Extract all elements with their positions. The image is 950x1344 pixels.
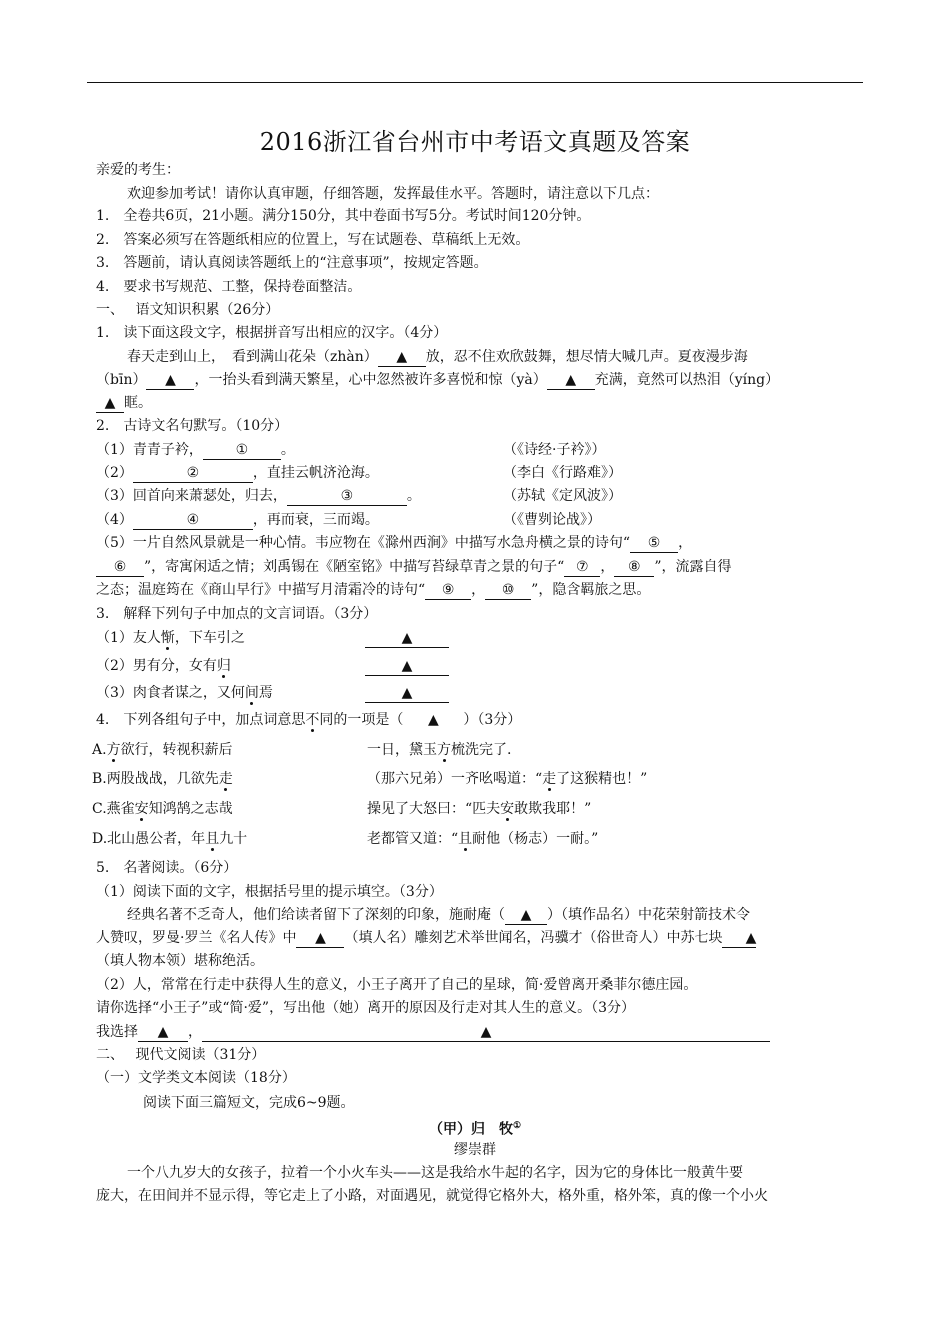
note-2: 2. 答案必须写在答题纸相应的位置上，写在试题卷、草稿纸上无效。 <box>96 232 530 248</box>
q5-stem: 5. 名著阅读。（6分） <box>96 860 238 876</box>
q2-source-4: （《曹刿论战》） <box>503 512 601 528</box>
answer-blank[interactable]: ③ <box>287 488 407 506</box>
q1-line-1: 春天走到山上， 看到满山花朵（zhàn） ▲ 放，忍不住欢欣鼓舞，想尽情大喊几声。夏夜漫步海 <box>127 349 748 365</box>
q2-item-1: （1）青青子衿， ① 。 <box>96 442 295 458</box>
article-author: 缪崇群 <box>454 1142 496 1158</box>
q5-answer-line: 我选择 ▲ ， ▲ <box>96 1022 770 1042</box>
welcome-text: 欢迎参加考试！请你认真审题，仔细答题，发挥最佳水平。答题时，请注意以下几点： <box>127 186 659 202</box>
q4-option-c: C.燕雀安知鸿鹄之志哉 <box>92 801 233 817</box>
answer-marker[interactable]: ▲ <box>427 712 439 728</box>
answer-blank[interactable]: ⑥ <box>96 559 144 577</box>
note-1: 1. 全卷共6页，21小题。满分150分，其中卷面书写5分。考试时间120分钟。 <box>96 208 591 224</box>
answer-blank[interactable]: ▲ <box>296 930 344 948</box>
q1-line-3: ▲ 眶。 <box>96 393 152 413</box>
q3-item-1: （1）友人惭，下车引之 <box>96 630 245 646</box>
q5-part-1: （1）阅读下面的文字，根据括号里的提示填空。（3分） <box>96 884 443 900</box>
answer-blank[interactable]: ▲ <box>202 1024 770 1042</box>
answer-blank[interactable]: ▲ <box>722 930 756 948</box>
q5-prompt: 请你选择“小王子”或“简·爱”，写出他（她）离开的原因及行走对其人生的意义。（3分） <box>96 1000 635 1016</box>
q3-item-3: （3）肉食者谋之，又何间焉 <box>96 685 273 701</box>
answer-blank[interactable]: ⑩ <box>485 582 531 600</box>
q2-item-5: （5）一片自然风景就是一种心情。韦应物在《滁州西涧》中描写水急舟横之景的诗句“ ⑤ ， <box>96 535 693 551</box>
answer-blank[interactable]: ▲ <box>138 1024 188 1042</box>
answer-blank[interactable]: ⑤ <box>630 535 678 553</box>
greeting: 亲爱的考生： <box>96 162 180 178</box>
answer-blank[interactable]: ▲ <box>146 372 194 390</box>
q4-option-b: B.两股战战，几欲先走 <box>92 771 233 787</box>
q5-line-2: 人赞叹，罗曼·罗兰《名人传》中 ▲ （填人名）雕刻艺术举世闻名，冯骥才（俗世奇人）中苏七块 ▲ <box>96 930 757 946</box>
q2-source-2: （李白《行路难》） <box>503 465 622 481</box>
q5-line-1: 经典名著不乏奇人，他们给读者留下了深刻的印象，施耐庵（ ▲ ）（填作品名）中花荣射箭技术令 <box>127 907 750 923</box>
q4-option-d-pair: 老都管又道：“且耐他（杨志）一耐。” <box>367 831 599 847</box>
q3-stem: 3. 解释下列句子中加点的文言词语。（3分） <box>96 606 378 622</box>
q2-item-4: （4） ④ ，再而衰，三而竭。 <box>96 512 379 528</box>
section-1-heading: 一、 语文知识积累（26分） <box>96 302 280 318</box>
q1-stem: 1. 读下面这段文字，根据拼音写出相应的汉字。（4分） <box>96 325 448 341</box>
q2-item-3: （3）回首向来萧瑟处，归去， ③ 。 <box>96 488 421 504</box>
q2-stem: 2. 古诗文名句默写。（10分） <box>96 418 289 434</box>
q5-line-3: （填人物本领）堪称绝活。 <box>96 953 264 969</box>
q2-item-2: （2） ② ，直挂云帆济沧海。 <box>96 465 379 481</box>
q2-item-5-end: 之态；温庭筠在《商山早行》中描写月清霜冷的诗句“ ⑨ ， ⑩ ”，隐含羁旅之思。 <box>96 582 651 598</box>
note-4: 4. 要求书写规范、工整，保持卷面整洁。 <box>96 279 362 295</box>
q4-option-b-pair: （那六兄弟）一齐吆喝道：“走了这猴精也！” <box>367 771 648 787</box>
answer-blank[interactable]: ▲ <box>378 349 426 367</box>
answer-blank[interactable]: ▲ <box>505 907 547 925</box>
answer-blank[interactable]: ▲ <box>547 372 595 390</box>
q3-item-2: （2）男有分，女有归 <box>96 658 231 674</box>
answer-blank[interactable]: ⑨ <box>425 582 471 600</box>
q4-option-c-pair: 操见了大怒曰：“匹夫安敢欺我耶！” <box>367 801 592 817</box>
q4-stem: 4. 下列各组句子中，加点词意思不同的一项是（ ▲ ）（3分） <box>96 712 522 728</box>
article-title: （甲）归 牧① <box>428 1121 522 1138</box>
section-2-heading: 二、 现代文阅读（31分） <box>96 1047 266 1063</box>
header-rule <box>87 82 863 83</box>
q4-option-a: A.方欲行，转视积薪后 <box>92 742 233 758</box>
note-3: 3. 答题前，请认真阅读答题纸上的“注意事项”，按规定答题。 <box>96 255 488 271</box>
answer-blank[interactable]: ⑦ <box>564 559 600 577</box>
answer-blank[interactable]: ① <box>203 442 281 460</box>
q2-item-5-cont: ⑥ ”，寄寓闲适之情；刘禹锡在《陋室铭》中描写苔绿草青之景的句子“ ⑦ ， ⑧ ”，流露自得 <box>96 557 732 577</box>
q2-source-1: （《诗经·子衿》） <box>503 442 606 458</box>
answer-blank[interactable]: ▲ <box>365 685 449 703</box>
footnote-mark: ① <box>512 1121 522 1131</box>
q4-option-a-pair: 一日，黛玉方梳洗完了. <box>367 742 512 758</box>
page-title: 2016浙江省台州市中考语文真题及答案 <box>259 128 691 156</box>
answer-blank[interactable]: ▲ <box>96 395 124 413</box>
answer-blank[interactable]: ② <box>133 465 253 483</box>
answer-blank[interactable]: ④ <box>133 512 253 530</box>
answer-blank[interactable]: ⑧ <box>614 559 654 577</box>
q5-part-2: （2）人，常常在行走中获得人生的意义，小王子离开了自己的星球，简·爱曾离开桑菲尔德庄园。 <box>96 977 698 993</box>
article-paragraph-1-cont: 庞大，在田间并不显示得，等它走上了小路，对面遇见，就觉得它格外大，格外重，格外笨，真的像一个小火 <box>96 1188 768 1204</box>
q4-option-d: D.北山愚公者，年且九十 <box>92 831 248 847</box>
q2-source-3: （苏轼《定风波》） <box>503 488 622 504</box>
answer-blank[interactable]: ▲ <box>365 658 449 676</box>
subsection-heading: （一）文学类文本阅读（18分） <box>96 1070 296 1086</box>
answer-blank[interactable]: ▲ <box>365 630 449 648</box>
reading-instruction: 阅读下面三篇短文，完成6~9题。 <box>143 1095 355 1111</box>
article-paragraph-1: 一个八九岁大的女孩子，拉着一个小火车头——这是我给水牛起的名字，因为它的身体比一般黄牛要 <box>127 1165 743 1181</box>
q1-line-2: （bīn） ▲ ，一抬头看到满天繁星，心中忽然被许多喜悦和惊（yà） ▲ 充满，竟然可以热泪（yíng） <box>96 372 780 388</box>
